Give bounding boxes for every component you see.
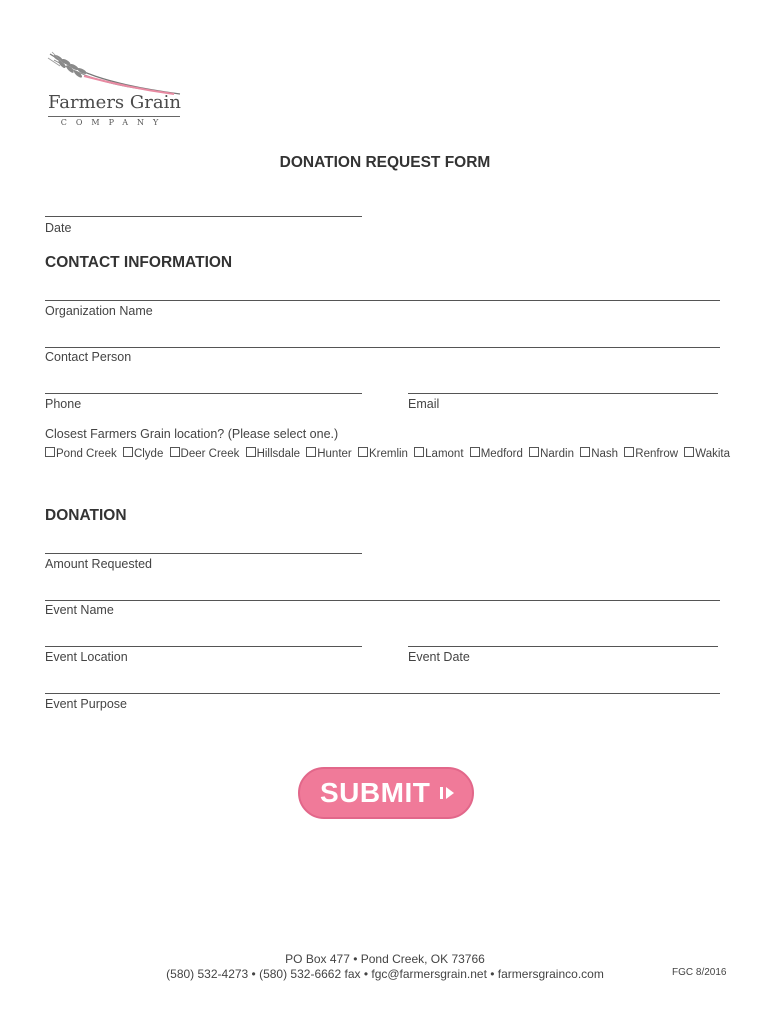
location-label: Wakita <box>695 448 731 460</box>
form-title: DONATION REQUEST FORM <box>279 154 491 171</box>
date-field[interactable] <box>45 216 362 217</box>
location-option-clyde[interactable] <box>123 447 163 460</box>
event-date-field[interactable] <box>408 646 718 647</box>
location-label: Pond Creek <box>56 448 117 460</box>
location-label: Kremlin <box>368 448 408 460</box>
location-option-hillsdale[interactable] <box>246 447 300 460</box>
company-logo <box>44 50 184 134</box>
email-label: Email <box>408 397 440 411</box>
event-purpose-field[interactable] <box>45 693 720 694</box>
footer-contact: (580) 532-4273 • (580) 532-6662 fax • fgc@farmersgrain.net • farmersgrainco.com <box>166 967 604 981</box>
location-options <box>45 447 735 460</box>
location-option-nash[interactable] <box>580 447 618 460</box>
location-label: Nash <box>591 448 619 460</box>
location-option-pond-creek[interactable] <box>45 447 117 460</box>
checkbox[interactable] <box>306 447 316 457</box>
amount-requested-field[interactable] <box>45 553 362 554</box>
event-name-label: Event Name <box>45 603 114 617</box>
checkbox[interactable] <box>414 447 424 457</box>
location-question: Closest Farmers Grain location? (Please select one.) <box>45 427 339 441</box>
logo-divider <box>48 116 180 117</box>
checkbox[interactable] <box>684 447 694 457</box>
checkbox[interactable] <box>246 447 256 457</box>
location-option-renfrow[interactable] <box>624 447 678 460</box>
checkbox[interactable] <box>470 447 480 457</box>
location-label: Medford <box>480 448 523 460</box>
phone-label: Phone <box>45 397 82 411</box>
email-field[interactable] <box>408 393 718 394</box>
checkbox[interactable] <box>123 447 133 457</box>
location-label: Clyde <box>133 448 164 460</box>
event-name-field[interactable] <box>45 600 720 601</box>
location-option-wakita[interactable] <box>684 447 730 460</box>
contact-person-field[interactable] <box>45 347 720 348</box>
location-label: Renfrow <box>635 448 679 460</box>
contact-person-label: Contact Person <box>45 350 132 364</box>
logo-name: Farmers Grain <box>48 92 181 113</box>
event-location-field[interactable] <box>45 646 362 647</box>
location-label: Nardin <box>540 448 574 460</box>
checkbox[interactable] <box>170 447 180 457</box>
location-label: Hillsdale <box>256 448 301 460</box>
location-label: Lamont <box>425 448 464 460</box>
location-option-deer-creek[interactable] <box>170 447 240 460</box>
checkbox[interactable] <box>529 447 539 457</box>
organization-name-field[interactable] <box>45 300 720 301</box>
location-option-medford[interactable] <box>470 447 523 460</box>
wheat-icon <box>44 50 184 98</box>
event-date-label: Event Date <box>408 650 470 664</box>
submit-label: SUBMIT <box>320 777 431 808</box>
location-label: Hunter <box>317 448 352 460</box>
play-arrow-icon <box>440 786 456 800</box>
event-location-label: Event Location <box>45 650 128 664</box>
contact-section-heading: CONTACT INFORMATION <box>45 254 233 271</box>
form-code: FGC 8/2016 <box>672 967 727 978</box>
organization-name-label: Organization Name <box>45 304 153 318</box>
event-purpose-label: Event Purpose <box>45 697 127 711</box>
date-label: Date <box>45 221 72 235</box>
location-option-nardin[interactable] <box>529 447 574 460</box>
phone-field[interactable] <box>45 393 362 394</box>
checkbox[interactable] <box>624 447 634 457</box>
footer-address: PO Box 477 • Pond Creek, OK 73766 <box>285 952 485 966</box>
location-option-kremlin[interactable] <box>358 447 408 460</box>
location-option-hunter[interactable] <box>306 447 352 460</box>
amount-requested-label: Amount Requested <box>45 557 153 571</box>
checkbox[interactable] <box>358 447 368 457</box>
logo-company: COMPANY <box>60 118 168 127</box>
submit-button[interactable] <box>298 767 474 819</box>
checkbox[interactable] <box>45 447 55 457</box>
location-option-lamont[interactable] <box>414 447 463 460</box>
checkbox[interactable] <box>580 447 590 457</box>
location-label: Deer Creek <box>180 448 240 460</box>
donation-section-heading: DONATION <box>45 507 127 524</box>
